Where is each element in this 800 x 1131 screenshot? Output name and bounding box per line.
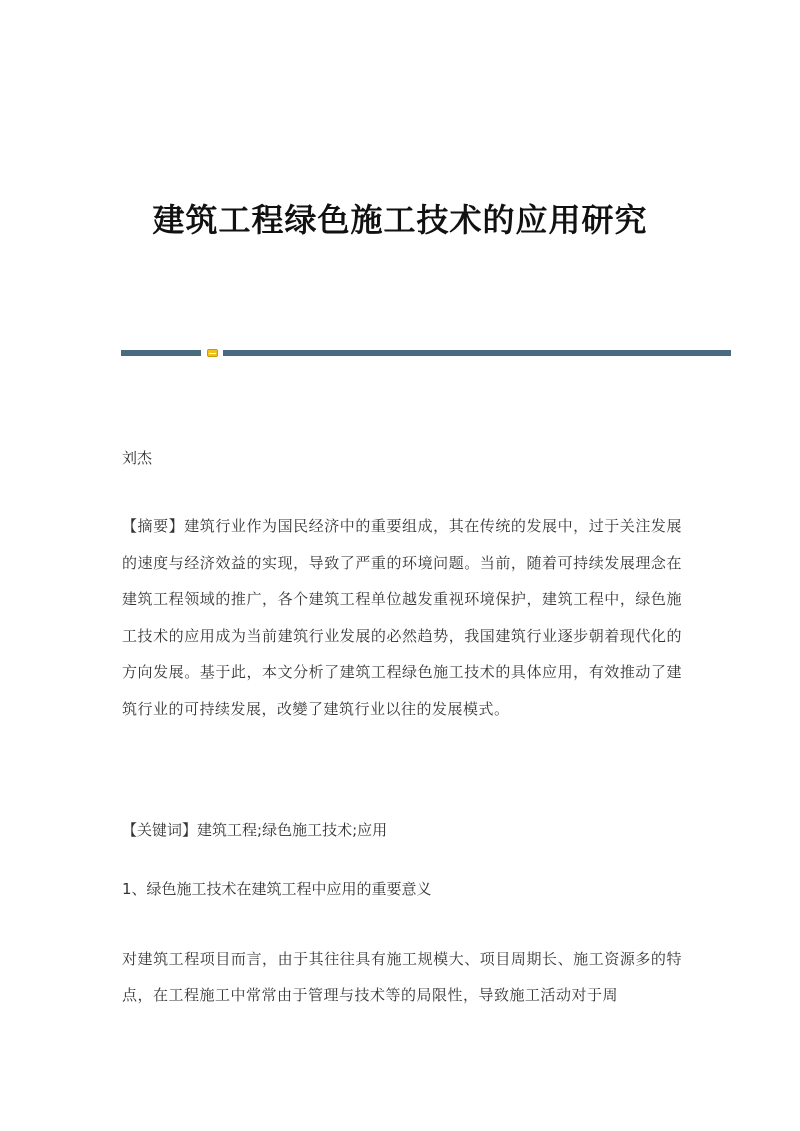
keywords [122, 820, 682, 840]
divider-ornament-icon [207, 349, 218, 357]
body-paragraph: 对建筑工程项目而言，由于其往往具有施工规模大、项目周期长、施工资源多的特点，在工程施工中常常由于管理与技术等的局限性，导致施工活动对于周 [122, 950, 682, 1004]
divider-bar-right [223, 350, 731, 356]
abstract-text: 建筑行业作为国民经济中的重要组成，其在传统的发展中，过于关注发展的速度与经济效益的实现，导致了严重的环境问题。当前，随着可持续发展理念在建筑工程领域的推广，各个建筑工程单位越发重视环境保护，建筑工程中，绿色施工技术的应用成为当前建筑行业发展的必然趋势，我国建筑行业逐步朝着现代化的方向发展。基于此，本文分析了建筑工程绿色施工技术的具体应用，有效推动了建筑行业的可持续发展，改變了建筑行业以往的发展模式。 [122, 517, 682, 718]
keywords-label: 【关键词】 [122, 821, 198, 839]
author-name: 刘杰 [122, 449, 153, 467]
title-divider [121, 349, 731, 357]
divider-bar-left [121, 350, 201, 356]
abstract-label: 【摘要】 [122, 517, 185, 535]
keywords-text: 建筑工程;绿色施工技术;应用 [197, 821, 388, 839]
document-title: 建筑工程绿色施工技术的应用研究 [152, 201, 648, 239]
abstract [122, 508, 682, 727]
section-heading: 1、绿色施工技术在建筑工程中应用的重要意义 [122, 880, 432, 898]
